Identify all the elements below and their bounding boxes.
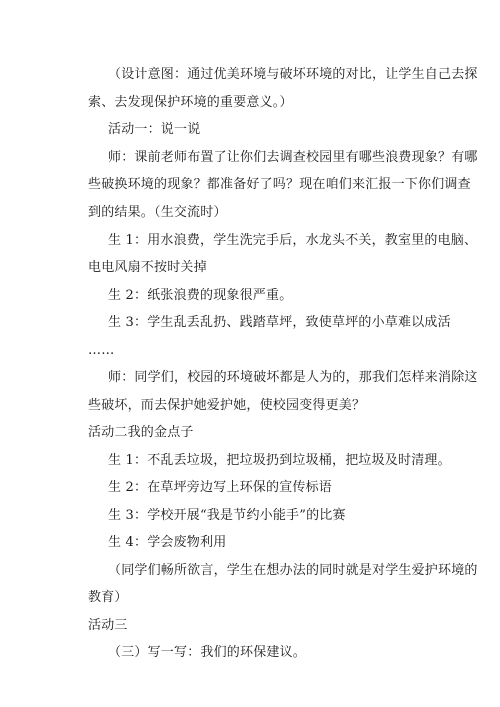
teacher-question-line-3: 到的结果。（生交流时）: [88, 205, 227, 220]
teacher-question-line-2: 些破换环境的现象？都准备好了吗？现在咱们来汇报一下你们调查: [88, 177, 471, 192]
ellipsis: ……: [88, 343, 115, 358]
activity-2-heading: 活动二我的金点子: [88, 425, 194, 440]
student-2-answer: 生 2：纸张浪费的现象很严重。: [108, 288, 293, 303]
summary-line-2: 教育）: [88, 590, 128, 605]
activity-3-heading: 活动三: [88, 618, 128, 633]
summary-line-1: （同学们畅所欲言，学生在想办法的同时就是对学生爱护环境的: [108, 563, 478, 578]
design-intent-line-1: （设计意图：通过优美环境与破坏环境的对比，让学生自己去探: [108, 67, 478, 82]
idea-4: 生 4：学会废物利用: [108, 535, 227, 550]
idea-1: 生 1：不乱丢垃圾，把垃圾扔到垃圾桶，把垃圾及时清理。: [108, 453, 451, 468]
activity-1-heading: 活动一：说一说: [108, 122, 201, 137]
teacher-question-line-1: 师：课前老师布置了让你们去调查校园里有哪些浪费现象？有哪: [108, 150, 478, 165]
student-1-answer-line-1: 生 1：用水浪费，学生洗完手后，水龙头不关，教室里的电脑、: [108, 233, 478, 248]
teacher-question2-line-2: 些破坏，而去保护她爱护她，使校园变得更美？: [88, 398, 366, 413]
idea-3: 生 3：学校开展“我是节约小能手”的比赛: [108, 508, 346, 523]
student-3-answer: 生 3：学生乱丢乱扔、践踏草坪，致使草坪的小草难以成活: [108, 315, 451, 330]
write-suggestions-heading: （三）写一写：我们的环保建议。: [108, 645, 307, 660]
student-1-answer-line-2: 电电风扇不按时关掉: [88, 260, 207, 275]
teacher-question2-line-1: 师：同学们，校园的环境破坏都是人为的，那我们怎样来消除这: [108, 370, 478, 385]
design-intent-line-2: 索、去发现保护环境的重要意义。）: [88, 95, 293, 110]
idea-2: 生 2：在草坪旁边写上环保的宣传标语: [108, 480, 333, 495]
